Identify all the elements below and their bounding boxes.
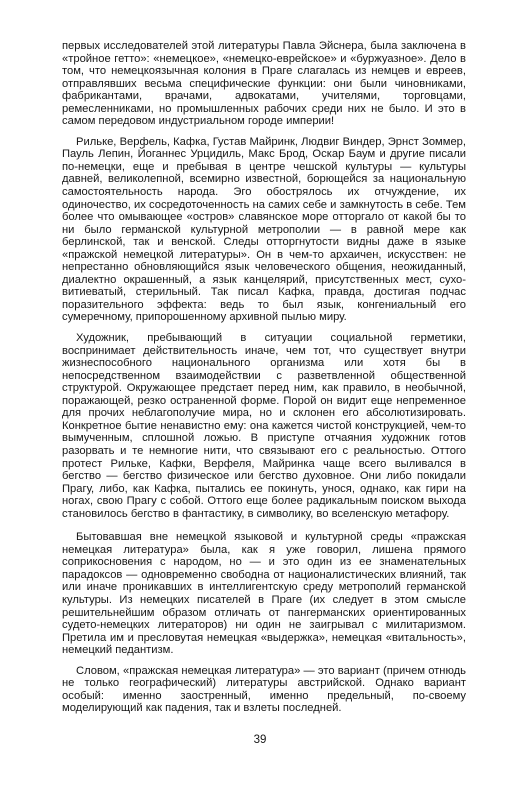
paragraph-2: Рильке, Верфель, Кафка, Густав Майринк, Людвиг Виндер, Эрнст Зоммер, Пауль Лепин, Йоганнес Урцидиль, Макс Брод, Оскар Баум и другие писали по-немецки, еще и пребывая в центре чешской культуры — культуры давней, великолепной, всемирно известной, борющейся за национальную самостоятельность народа. Эго обострялось их отчуждение, их одиночество, их сосредоточенность на самих себе и замкнутость в себе. Тем более что омывающее «остров» славянское море отторгало от какой бы то ни было германской культурной метрополии — в равной мере как берлинской, так и венской. Следы отторгнутости видны даже в языке «пражской немецкой литературы». Он в чем-то архаичен, искусствен: не непрестанно обновляющийся язык человеческого общения, неожиданный, диалектно окрашенный, а язык канцелярий, присутственных мест, сухо-витиеватый, стерильный. Так писал Кафка, правда, достигая подчас поразительного эффекта: ведь то был язык, конгениальный его сумеречному, припорошенному архивной пылью миру. [62,135,466,324]
page-number: 39 [253,734,267,746]
paragraph-5: Словом, «пражская немецкая литература» — это вариант (причем отнюдь не только географический) литературы австрийской. Однако вариант особый: именно заостренный, именно предельный, по-своему моделирующий как падения, так и взлеты последней. [62,664,466,715]
paragraph-1: первых исследователей этой литературы Павла Эйснера, была заключена в «тройное гетто»: «немецкое», «немецко-еврейское» и «буржуазное». Дело в том, что немецкоязычная колония в Праге слагалась из немцев и евреев, отправлявших весьма специфические функции: они были чиновниками, фабрикантами, врачами, адвокатами, учителями, торговцами, ремесленниками, но промышленных рабочих среди них не было. И это в самом передовом индустриальном городе империи! [62,40,466,128]
paragraph-4: Бытовавшая вне немецкой языковой и культурной среды «пражская немецкая литература» была, как я уже говорил, лишена прямого соприкосновения с народом, но — и это один из ее знаменательных парадоксов — одновременно свободна от националистических влияний, так или иначе проникавших в интеллигентскую среду метрополий германской культуры. Из немецких писателей в Праге (их следует в этом смысле решительнейшим образом отличать от пангерманских ориентированных судето-немецких литераторов) ни один не заигрывал с милитаризмом. Претила им и пресловутая немецкая «выдержка», немецкая «витальность», немецкий педантизм. [62,531,466,657]
paragraph-3: Художник, пребывающий в ситуации социальной герметики, воспринимает действительность иначе, чем тот, что существует внутри жизнеспособного национального организма или хотя бы в непосредственном взаимодействии с разветвленной общественной структурой. Окружающее предстает перед ним, как правило, в необычной, поражающей, резко остраненной форме. Порой он видит еще непременное для прочих неблагополучие мира, но и склонен его абсолютизировать. Конкретное бытие ненавистно ему: она кажется чистой конструкцией, чем-то вымученным, сплошной ложью. В приступе отчаяния художник готов разорвать и те немногие нити, что связывают его с реальностью. Оттого протест Рильке, Кафки, Верфеля, Майринка чаще всего выливался в бегство — бегство физическое или бегство духовное. Они либо покидали Прагу, либо, как Кафка, пытались ее покинуть, унося, однако, как гири на ногах, свою Прагу с собой. Оттого еще более радикальным поиском выхода становилось бегство в фантастику, в символику, во вселенскую метафору. [62,332,466,520]
body-text [62,40,466,715]
